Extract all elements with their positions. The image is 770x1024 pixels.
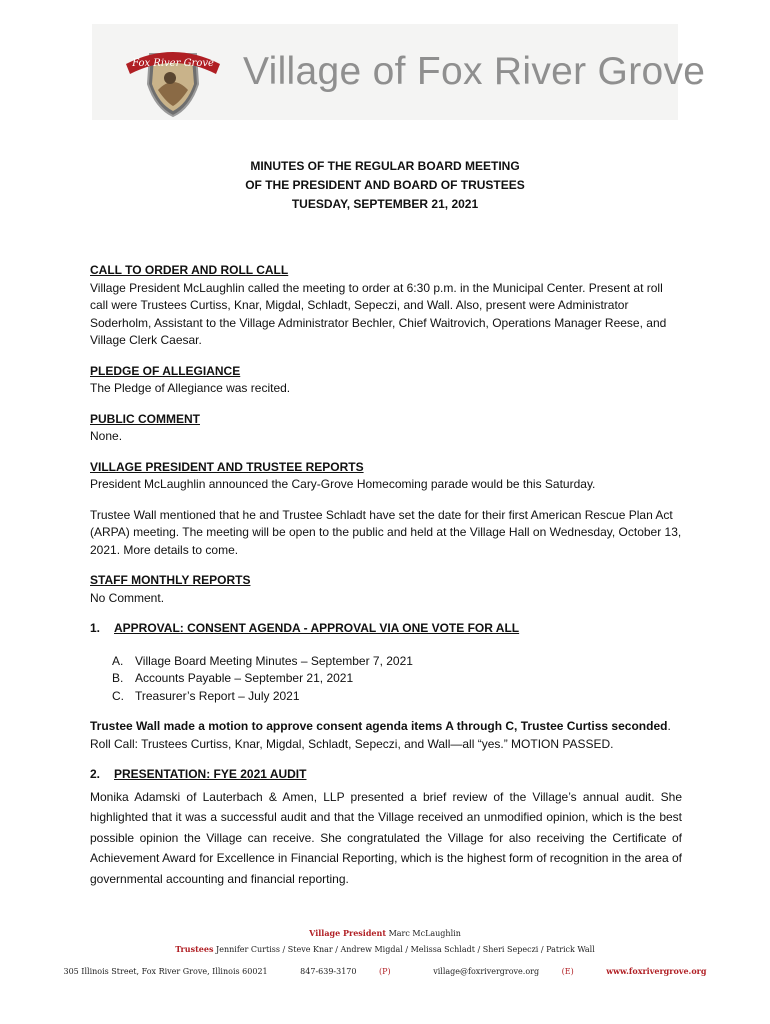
president-label: Village President <box>309 928 387 938</box>
email-tag: (E) <box>561 967 574 976</box>
village-seal-logo <box>118 34 228 118</box>
item-number: 1. <box>90 621 101 635</box>
phone-tag: (P) <box>379 967 391 976</box>
section-heading: PUBLIC COMMENT <box>90 411 200 426</box>
footer-contact <box>0 966 770 976</box>
document-title <box>90 157 680 214</box>
section-public-comment <box>90 411 682 446</box>
footer-trustees <box>0 944 770 954</box>
section-paragraph: Trustee Wall mentioned that he and Trustee Schladt have set the date for their first American Rescue Plan Act (ARPA) meeting. The meeting will be open to the public and held at the Village Hall on Wednesday, October 13, 2021. More details to come. <box>90 507 682 557</box>
section-staff-reports <box>90 572 682 607</box>
item-consent-agenda <box>90 620 682 753</box>
item-title: APPROVAL: CONSENT AGENDA - APPROVAL VIA ONE VOTE FOR ALL <box>114 621 520 635</box>
title-line-3: TUESDAY, SEPTEMBER 21, 2021 <box>291 197 479 211</box>
consent-agenda-list <box>90 653 682 706</box>
list-text: Accounts Payable – September 21, 2021 <box>135 671 354 685</box>
trustees-label: Trustees <box>175 944 214 954</box>
section-reports <box>90 459 682 560</box>
section-paragraph: Village President McLaughlin called the meeting to order at 6:30 p.m. in the Municipal Center. Present at roll call were Trustees Curtiss, Knar, Migdal, Schladt, Sepeczi, and Wall. Also, present were Administrator Soderholm, Assistant to the Village Administrator Bechler, Chief Waitrovich, Operations Manager Reese, and Village Clerk Caesar. <box>90 280 667 347</box>
section-heading: VILLAGE PRESIDENT AND TRUSTEE REPORTS <box>90 459 364 474</box>
motion-text <box>90 718 682 736</box>
list-letter: A. <box>112 653 124 668</box>
list-text: Treasurer’s Report – July 2021 <box>135 688 300 703</box>
item-heading <box>90 766 682 784</box>
roll-call-text: Roll Call: Trustees Curtiss, Knar, Migdal, Schladt, Sepeczi, and Wall—all “yes.” MOTION PASSED. <box>90 736 614 751</box>
item-number: 2. <box>90 767 101 781</box>
section-paragraph: Monika Adamski of Lauterbach & Amen, LLP presented a brief review of the Village’s annual audit. She highlighted that it was a successful audit and that the Village received an unmodified opinion, which is the best possible opinion the Village can receive. She congratulated the Village for also receiving the Certificate of Achievement Award for Excellence in Financial Reporting, which is the highest form of recognition in the area of governmental accounting and financial reporting. <box>90 789 682 886</box>
list-letter: B. <box>112 671 124 685</box>
footer-president <box>0 928 770 938</box>
item-heading <box>90 620 682 638</box>
list-item <box>112 688 682 706</box>
website-link[interactable]: www.foxrivergrove.org <box>606 966 707 976</box>
president-name: Marc McLaughlin <box>388 929 461 938</box>
title-line-1: MINUTES OF THE REGULAR BOARD MEETING <box>250 159 520 173</box>
list-item <box>112 670 682 688</box>
list-item <box>112 653 682 671</box>
section-paragraph: No Comment. <box>90 590 165 605</box>
item-audit-presentation <box>90 766 682 889</box>
seal-text: Fox River Grove <box>132 58 214 69</box>
list-text: Village Board Meeting Minutes – September 7, 2021 <box>135 653 413 668</box>
section-call-to-order <box>90 262 682 350</box>
section-paragraph: President McLaughlin announced the Cary-Grove Homecoming parade would be this Saturday. <box>90 477 596 491</box>
section-heading: PLEDGE OF ALLEGIANCE <box>90 363 241 378</box>
title-line-2: OF THE PRESIDENT AND BOARD OF TRUSTEES <box>245 178 525 192</box>
section-paragraph: None. <box>90 429 123 443</box>
section-heading: CALL TO ORDER AND ROLL CALL <box>90 263 289 277</box>
email-link[interactable]: village@foxrivergrove.org <box>433 967 540 976</box>
address-text: 305 Illinois Street, Fox River Grove, Illinois 60021 <box>63 967 268 976</box>
section-paragraph: The Pledge of Allegiance was recited. <box>90 381 291 395</box>
list-letter: C. <box>112 688 124 703</box>
trustees-names: Jennifer Curtiss / Steve Knar / Andrew Migdal / Melissa Schladt / Sheri Sepeczi / Patrick Wall <box>216 945 595 954</box>
section-pledge <box>90 363 682 398</box>
motion-end: . <box>667 719 671 733</box>
village-name-heading: Village of Fox River Grove <box>243 50 706 93</box>
motion-bold: Trustee Wall made a motion to approve consent agenda items A through C, Trustee Curtiss seconded <box>90 719 668 733</box>
minutes-body <box>90 262 682 889</box>
phone-text: 847-639-3170 <box>300 967 357 976</box>
section-heading: STAFF MONTHLY REPORTS <box>90 573 251 587</box>
item-title: PRESENTATION: FYE 2021 AUDIT <box>114 767 307 781</box>
